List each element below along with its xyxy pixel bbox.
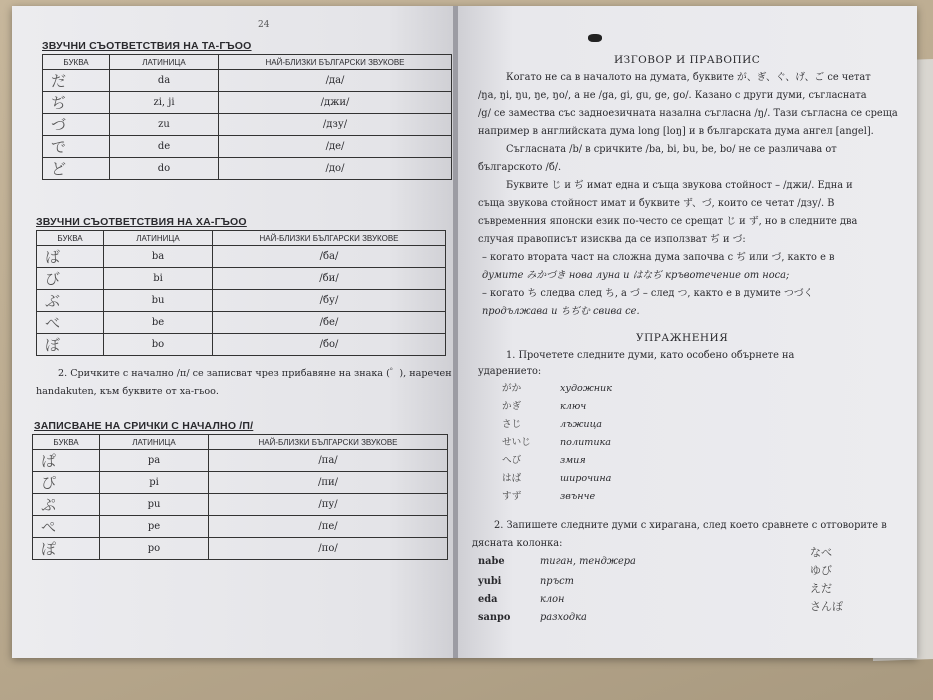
text-line: думите みかづき нова луна и はなぢ кръвотечение от носа; — [482, 270, 790, 281]
right-page — [458, 6, 917, 658]
table-header-row — [37, 231, 446, 246]
word-item: yubi пръст — [478, 576, 574, 587]
table-header-row — [43, 55, 452, 70]
table-row: だ da /да/ — [43, 70, 452, 92]
exercise2-line1: 2. Запишете следните думи с хирагана, след което сравнете с отговорите в — [494, 520, 887, 531]
table-row: で de /де/ — [43, 136, 452, 158]
table-row: べ be /бе/ — [37, 312, 446, 334]
section-title-exercises: УПРАЖНЕНИЯ — [636, 332, 729, 344]
text-line: Когато не са в началото на думата, буквите が、ぎ、ぐ、げ、ご се четат — [506, 72, 871, 83]
table-row: び bi /би/ — [37, 268, 446, 290]
answer-item: えだ — [810, 582, 832, 595]
text-line: – когато ち следва след ち, а づ – след つ, както е в думите つづく — [482, 288, 814, 299]
answer-item: なべ — [810, 546, 832, 559]
ha-table — [36, 230, 446, 356]
ta-section-title: ЗВУЧНИ СЪОТВЕТСТВИЯ НА ТА-ГЪОО — [42, 40, 252, 52]
header-letter: БУКВА — [43, 55, 110, 70]
header-latin: ЛАТИНИЦА — [104, 231, 213, 246]
left-page — [12, 6, 454, 658]
table-row: ぺ pe /пе/ — [33, 516, 448, 538]
header-bg-sounds: НАЙ-БЛИЗКИ БЪЛГАРСКИ ЗВУКОВЕ — [213, 231, 446, 246]
word-item: sanpo разходка — [478, 612, 587, 623]
vocab-item: さじ лъжица — [502, 419, 603, 430]
vocab-item: がか художник — [502, 383, 612, 394]
table-row: ぼ bo /бо/ — [37, 334, 446, 356]
header-bg-sounds: НАЙ-БЛИЗКИ БЪЛГАРСКИ ЗВУКОВЕ — [209, 435, 448, 450]
exercise2-line2: дясната колонка: — [472, 538, 563, 549]
open-book — [12, 6, 917, 658]
table-row: ば ba /ба/ — [37, 246, 446, 268]
header-letter: БУКВА — [37, 231, 104, 246]
text-line: /g/ се замества със задноезичната назална съгласна /ŋ/. Тази съгласна се среща — [478, 108, 898, 119]
header-latin: ЛАТИНИЦА — [100, 435, 209, 450]
answer-item: ゆび — [810, 564, 832, 577]
text-line: /ŋa, ŋi, ŋu, ŋe, ŋo/, а не /ga, gi, gu, ge, go/. Казано с други думи, съгласната — [478, 90, 867, 101]
header-latin: ЛАТИНИЦА — [110, 55, 219, 70]
table-row: ぶ bu /бу/ — [37, 290, 446, 312]
text-line: съща звукова стойност имат и буквите ず、づ, които се четат /дзу/. В — [478, 198, 835, 209]
ink-mark — [588, 34, 602, 42]
exercise1-line1: 1. Прочетете следните думи, като особено обърнете на — [506, 350, 795, 361]
pa-section-title: ЗАПИСВАНЕ НА СРИЧКИ С НАЧАЛНО /П/ — [34, 420, 254, 432]
section-title-pronunciation: ИЗГОВОР И ПРАВОПИС — [614, 54, 761, 66]
handakuten-note-line1: 2. Сричките с начално /п/ се записват чрез прибавяне на знака (゜), наречен — [58, 368, 452, 379]
table-row: ど do /до/ — [43, 158, 452, 180]
table-row: づ zu /дзу/ — [43, 114, 452, 136]
ta-table — [42, 54, 452, 180]
word-item: nabe тиган, тенджера — [478, 556, 636, 567]
text-line: продължава и ちぢむ свива се. — [482, 306, 640, 317]
table-row: ぽ po /по/ — [33, 538, 448, 560]
table-row: ぱ pa /па/ — [33, 450, 448, 472]
handakuten-note-line2: handakuten, към буквите от ха-гьоо. — [36, 386, 219, 397]
ha-section-title: ЗВУЧНИ СЪОТВЕТСТВИЯ НА ХА-ГЪОО — [36, 216, 247, 228]
pa-table — [32, 434, 448, 560]
text-line: случая правописът изисква да се използват ぢ и づ: — [478, 234, 746, 245]
table-row: ぢ zi, ji /джи/ — [43, 92, 452, 114]
vocab-item: すず звънче — [502, 491, 596, 502]
header-bg-sounds: НАЙ-БЛИЗКИ БЪЛГАРСКИ ЗВУКОВЕ — [219, 55, 452, 70]
table-row: ぴ pi /пи/ — [33, 472, 448, 494]
text-line: – когато втората част на сложна дума започва с ぢ или づ, както е в — [482, 252, 835, 263]
exercise1-line2: ударението: — [478, 366, 542, 377]
vocab-item: かぎ ключ — [502, 401, 587, 412]
text-line: Буквите じ и ぢ имат една и съща звукова стойност – /джи/. Една и — [506, 180, 853, 191]
table-row: ぷ pu /пу/ — [33, 494, 448, 516]
text-line: Съгласната /b/ в сричките /ba, bi, bu, be, bo/ не се различава от — [506, 144, 837, 155]
text-line: българското /б/. — [478, 162, 562, 173]
vocab-item: へび змия — [502, 455, 586, 466]
vocab-item: はば широчина — [502, 473, 612, 484]
text-line: например в английската дума long [loŋ] и в българската дума ангел [angel]. — [478, 126, 874, 137]
header-letter: БУКВА — [33, 435, 100, 450]
table-header-row — [33, 435, 448, 450]
answer-item: さんぽ — [810, 600, 843, 613]
word-item: eda клон — [478, 594, 565, 605]
text-line: съвременния японски език по-често се срещат じ и ず, но в следните два — [478, 216, 858, 227]
page-number: 24 — [258, 20, 270, 30]
vocab-item: せいじ политика — [502, 437, 611, 448]
